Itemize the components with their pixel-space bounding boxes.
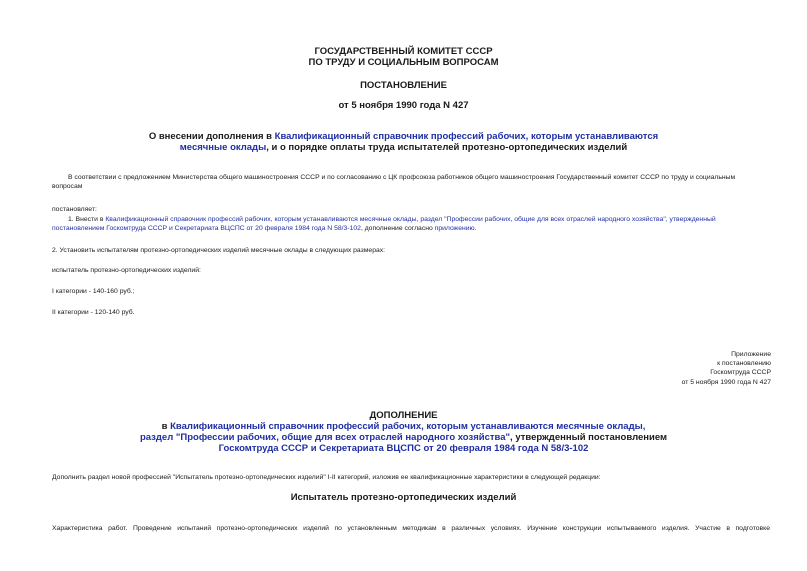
addition-line2-suffix: , утвержденный постановлением	[510, 432, 668, 443]
addition-heading: ДОПОЛНЕНИЕ	[369, 410, 438, 421]
title-suffix: , и о порядке оплаты труда испытателей протезно-ортопедических изделий	[266, 142, 628, 153]
doc-date-number: от 5 ноября 1990 года N 427	[338, 100, 469, 111]
addition-handbook-link[interactable]: Квалификационный справочник профессий рабочих, которым устанавливаются месячные оклады,	[170, 421, 646, 432]
monthly-salaries-link[interactable]: месячные оклады	[179, 142, 267, 153]
item1-line2	[52, 224, 477, 233]
appendix-ref-line3: Госкомтруда СССР	[710, 369, 771, 376]
item1-prefix: 1. Внести в	[68, 216, 106, 223]
addition-text: Дополнить раздел новой профессией "Испытатель протезно-ортопедических изделий" I-II категорий, изложив ее квалификационные характеристики в следующей редакции:	[52, 474, 601, 481]
item1-end: .	[474, 225, 477, 232]
addition-section-link[interactable]: раздел "Профессии рабочих, общие для всех отраслей народного хозяйства"	[139, 432, 511, 443]
qualification-handbook-link[interactable]: Квалификационный справочник профессий рабочих, которым устанавливаются	[274, 131, 659, 142]
postanovlyaet-label: постановляет:	[52, 206, 97, 213]
addition-prefix: в	[161, 421, 171, 432]
category1-salary: I категории - 140-160 руб.;	[52, 288, 135, 295]
appendix-ref-line1: Приложение	[731, 351, 771, 358]
doc-title-line1	[0, 131, 807, 142]
tester-label: испытатель протезно-ортопедических изделий:	[52, 267, 201, 274]
addition-resolution-link[interactable]: Госкомтруда СССР и Секретариата ВЦСПС от 20 февраля 1984 года N 58/3-102	[218, 443, 589, 454]
profession-title: Испытатель протезно-ортопедических изделий	[290, 492, 517, 503]
category2-salary: II категории - 120-140 руб.	[52, 309, 135, 316]
item1-handbook-link[interactable]: Квалификационный справочник профессий рабочих, которым устанавливаются месячные оклады, раздел "Профессии рабочих, общие для всех отраслей народного хозяйства", утвержденный	[105, 216, 716, 223]
item1-line1	[68, 215, 716, 224]
intro-paragraph-line2: вопросам	[52, 183, 83, 190]
doc-type: ПОСТАНОВЛЕНИЕ	[360, 80, 447, 91]
appendix-ref-line4: от 5 ноября 1990 года N 427	[681, 379, 771, 386]
org-name-line2: ПО ТРУДУ И СОЦИАЛЬНЫМ ВОПРОСАМ	[308, 57, 499, 68]
addition-line3	[0, 443, 807, 454]
appendix-link[interactable]: приложению	[434, 225, 475, 232]
item1-mid: , дополнение согласно	[360, 225, 435, 232]
work-characteristics: Характеристика работ. Проведение испытаний протезно-ортопедических изделий по установленным методикам в различных условиях. Изучение конструкции испытываемого изделия. Участие в подготовке	[52, 525, 770, 532]
addition-line1	[0, 421, 807, 432]
item1-resolution-link[interactable]: постановлением Госкомтруда СССР и Секретариата ВЦСПС от 20 февраля 1984 года N 58/3-102	[52, 225, 361, 232]
doc-title-line2	[0, 142, 807, 153]
addition-line2	[0, 432, 807, 443]
item2-text: 2. Установить испытателям протезно-ортопедических изделий месячные оклады в следующих размерах:	[52, 247, 386, 254]
intro-paragraph-line1: В соответствии с предложением Министерства общего машиностроения СССР и по согласованию с ЦК профсоюза работников общего машиностроения Государственный комитет СССР по труду и социальным	[68, 174, 736, 181]
title-prefix: О внесении дополнения в	[148, 131, 275, 142]
appendix-ref-line2: к постановлению	[717, 360, 771, 367]
org-name-line1: ГОСУДАРСТВЕННЫЙ КОМИТЕТ СССР	[314, 46, 493, 57]
